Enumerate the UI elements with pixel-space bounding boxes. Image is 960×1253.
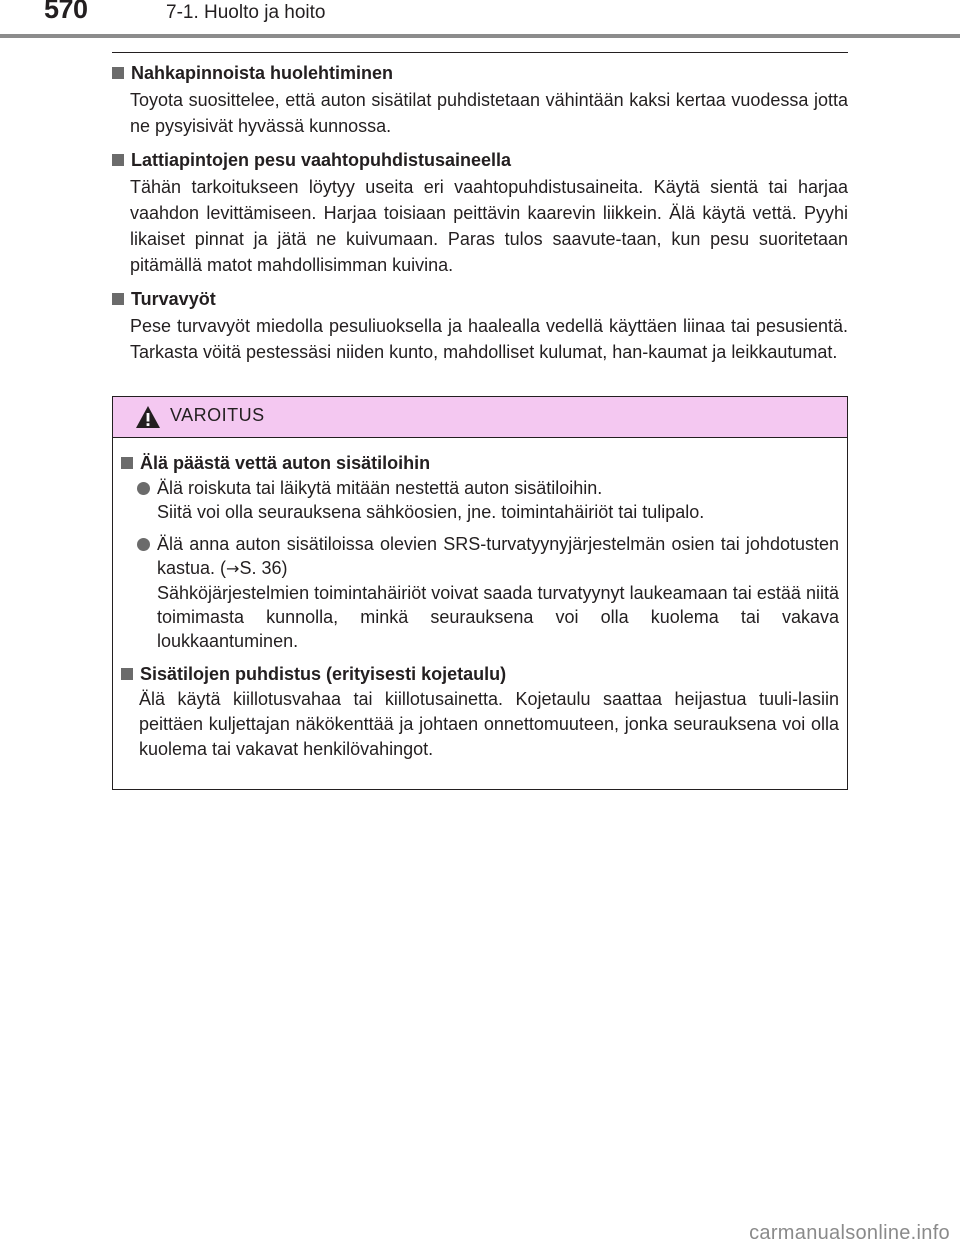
warning-block-title: Sisätilojen puhdistus (erityisesti kojetaulu) [140, 664, 507, 684]
chapter-title: 7-1. Huolto ja hoito [166, 2, 326, 23]
warning-box [112, 396, 848, 790]
section-title: Nahkapinnoista huolehtiminen [131, 63, 394, 83]
warning-bullet [137, 532, 839, 653]
square-bullet-icon [121, 457, 133, 469]
bullet-text: Siitä voi olla seurauksena sähköosien, jne. toimintahäiriöt tai tulipalo. [157, 502, 705, 522]
content-top-rule [112, 52, 848, 53]
square-bullet-icon [112, 67, 124, 79]
section-body: Pese turvavyöt miedolla pesuliuoksella ja haalealla vedellä käyttäen liinaa tai pesusientä. Tarkasta vöitä pestessäsi niiden kunto, mahdolliset kulumat, han-kaumat ja leikkautumat. [130, 316, 848, 362]
section-body: Toyota suosittelee, että auton sisätilat puhdistetaan vähintään kaksi kertaa vuodessa jotta ne pysyisivät hyvässä kunnossa. [130, 90, 848, 136]
arrow-right-icon: → [226, 559, 240, 578]
warning-block-water [121, 450, 839, 653]
warning-body [113, 438, 847, 762]
circle-bullet-icon [137, 482, 150, 495]
bullet-text: Älä roiskuta tai läikytä mitään nestettä auton sisätiloihin. [157, 478, 603, 498]
section-leather-care [112, 60, 848, 139]
section-title: Lattiapintojen pesu vaahtopuhdistusaineella [131, 150, 512, 170]
square-bullet-icon [112, 154, 124, 166]
header-rule [0, 34, 960, 38]
section-title: Turvavyöt [131, 289, 216, 309]
warning-triangle-icon [135, 405, 161, 429]
warning-bullet [137, 476, 839, 524]
page-reference: S. 36) [239, 558, 288, 578]
page-number: 570 [44, 0, 88, 24]
main-content [112, 60, 848, 373]
circle-bullet-icon [137, 538, 150, 551]
section-floor-cleaning [112, 147, 848, 278]
warning-header [113, 397, 847, 438]
watermark: carmanualsonline.info [749, 1222, 950, 1244]
warning-label: VAROITUS [170, 405, 265, 425]
bullet-text: Älä anna auton sisätiloissa olevien SRS-turvatyynyjärjestelmän osien tai johdotusten kastua. ( [157, 534, 839, 578]
warning-block-title: Älä päästä vettä auton sisätiloihin [140, 453, 431, 473]
section-seatbelts [112, 286, 848, 365]
page-header [0, 0, 960, 38]
square-bullet-icon [121, 668, 133, 680]
warning-block-body: Älä käytä kiillotusvahaa tai kiillotusainetta. Kojetaulu saattaa heijastua tuuli-lasiin peittäen kuljettajan näkökenttää ja johtaen onnettomuuteen, jonka seurauksena voi olla kuolema tai vakavat henkilövahingot. [139, 689, 839, 759]
square-bullet-icon [112, 293, 124, 305]
bullet-text: Sähköjärjestelmien toimintahäiriöt voivat saada turvatyynyt laukeamaan tai estää niitä toimimasta kunnolla, minkä seurauksena voi olla kuolema tai vakava loukkaantuminen. [157, 583, 839, 651]
section-body: Tähän tarkoitukseen löytyy useita eri vaahtopuhdistusaineita. Käytä sientä tai harjaa vaahdon levittämiseen. Harjaa toisiaan peittävin kaarevin liikkein. Älä käytä vettä. Pyyhi likaiset pinnat ja jätä ne kuivumaan. Paras tulos saavute-taan, kun pesu suoritetaan pitämällä matot mahdollisimman kuivina. [130, 177, 848, 275]
warning-block-dashboard [121, 661, 839, 762]
